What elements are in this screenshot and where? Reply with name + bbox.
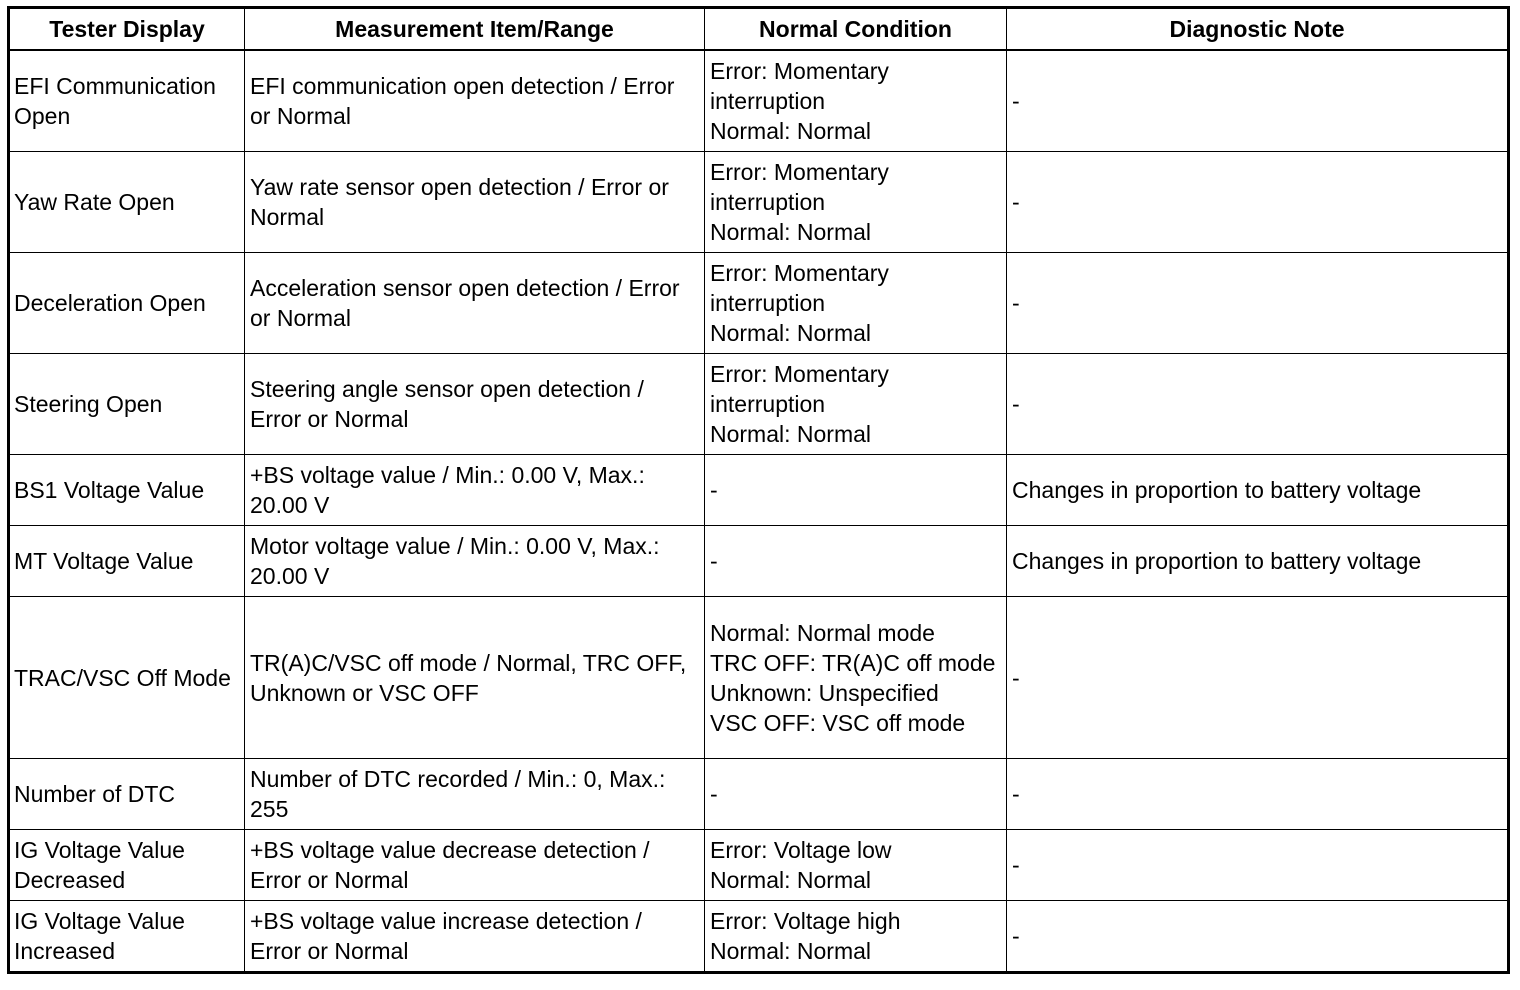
table-row	[9, 830, 1509, 901]
table-row	[9, 152, 1509, 253]
table-row	[9, 759, 1509, 830]
table-row	[9, 526, 1509, 597]
cell-diagnostic-note: -	[1007, 354, 1509, 455]
cell-diagnostic-note: -	[1007, 50, 1509, 152]
cell-normal-condition: Error: Momentary interruption Normal: Normal	[705, 354, 1007, 455]
cell-tester-display: TRAC/VSC Off Mode	[9, 597, 245, 759]
cell-tester-display: IG Voltage Value Decreased	[9, 830, 245, 901]
table-row	[9, 455, 1509, 526]
header-diagnostic-note: Diagnostic Note	[1007, 8, 1509, 51]
cell-diagnostic-note: -	[1007, 597, 1509, 759]
cell-normal-condition: Error: Momentary interruption Normal: Normal	[705, 50, 1007, 152]
data-list-table-container	[7, 6, 1507, 974]
cell-measurement: +BS voltage value / Min.: 0.00 V, Max.: 20.00 V	[245, 455, 705, 526]
cell-diagnostic-note: -	[1007, 830, 1509, 901]
cell-normal-condition: -	[705, 455, 1007, 526]
cell-normal-condition: -	[705, 759, 1007, 830]
table-row	[9, 253, 1509, 354]
cell-measurement: +BS voltage value decrease detection / Error or Normal	[245, 830, 705, 901]
cell-diagnostic-note: -	[1007, 152, 1509, 253]
cell-measurement: Number of DTC recorded / Min.: 0, Max.: 255	[245, 759, 705, 830]
cell-tester-display: Steering Open	[9, 354, 245, 455]
cell-tester-display: BS1 Voltage Value	[9, 455, 245, 526]
cell-tester-display: Number of DTC	[9, 759, 245, 830]
cell-diagnostic-note: Changes in proportion to battery voltage	[1007, 526, 1509, 597]
table-row	[9, 50, 1509, 152]
table-row	[9, 901, 1509, 973]
cell-measurement: Yaw rate sensor open detection / Error or Normal	[245, 152, 705, 253]
data-list-table	[7, 6, 1510, 974]
cell-normal-condition: Error: Momentary interruption Normal: Normal	[705, 152, 1007, 253]
cell-measurement: Motor voltage value / Min.: 0.00 V, Max.: 20.00 V	[245, 526, 705, 597]
cell-normal-condition: Error: Voltage low Normal: Normal	[705, 830, 1007, 901]
cell-normal-condition: Normal: Normal mode TRC OFF: TR(A)C off mode Unknown: Unspecified VSC OFF: VSC off mode	[705, 597, 1007, 759]
cell-tester-display: Deceleration Open	[9, 253, 245, 354]
cell-diagnostic-note: -	[1007, 253, 1509, 354]
cell-tester-display: IG Voltage Value Increased	[9, 901, 245, 973]
cell-diagnostic-note: -	[1007, 901, 1509, 973]
cell-normal-condition: Error: Voltage high Normal: Normal	[705, 901, 1007, 973]
cell-tester-display: MT Voltage Value	[9, 526, 245, 597]
table-row	[9, 597, 1509, 759]
cell-tester-display: EFI Communication Open	[9, 50, 245, 152]
cell-tester-display: Yaw Rate Open	[9, 152, 245, 253]
cell-measurement: Steering angle sensor open detection / Error or Normal	[245, 354, 705, 455]
cell-normal-condition: -	[705, 526, 1007, 597]
header-measurement-item-range: Measurement Item/Range	[245, 8, 705, 51]
header-tester-display: Tester Display	[9, 8, 245, 51]
table-row	[9, 354, 1509, 455]
cell-measurement: EFI communication open detection / Error or Normal	[245, 50, 705, 152]
cell-measurement: TR(A)C/VSC off mode / Normal, TRC OFF, Unknown or VSC OFF	[245, 597, 705, 759]
cell-normal-condition: Error: Momentary interruption Normal: Normal	[705, 253, 1007, 354]
cell-measurement: +BS voltage value increase detection / Error or Normal	[245, 901, 705, 973]
header-normal-condition: Normal Condition	[705, 8, 1007, 51]
cell-measurement: Acceleration sensor open detection / Error or Normal	[245, 253, 705, 354]
cell-diagnostic-note: -	[1007, 759, 1509, 830]
cell-diagnostic-note: Changes in proportion to battery voltage	[1007, 455, 1509, 526]
table-header-row	[9, 8, 1509, 51]
